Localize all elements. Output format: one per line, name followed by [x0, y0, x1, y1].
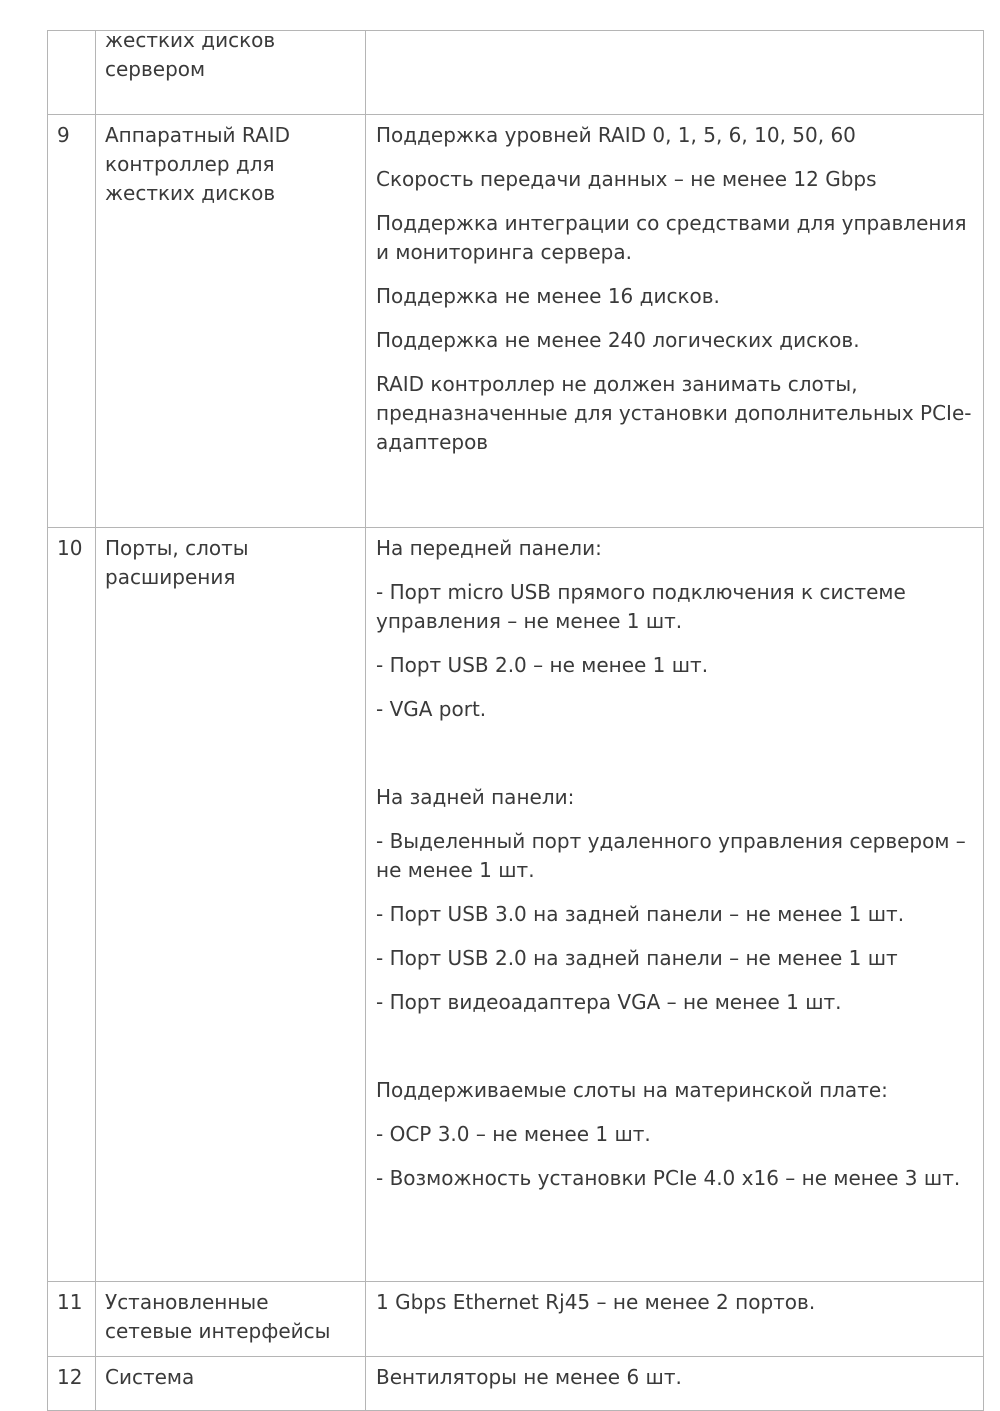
requirement-text: RAID контроллер не должен занимать слоты, предназначенные для установки дополнительных PCIe-адаптеров [376, 372, 972, 454]
parameter-name-cell [96, 1282, 366, 1357]
table-row [48, 528, 984, 1282]
requirement-text: - Возможность установки PCIe 4.0 x16 – не менее 3 шт. [376, 1166, 961, 1190]
requirement-text: - Порт micro USB прямого подключения к системе управления – не менее 1 шт. [376, 580, 906, 633]
parameter-name-cell [96, 115, 366, 528]
table-row [48, 1282, 984, 1357]
parameter-value-cell [366, 1357, 984, 1411]
rear-panel-heading: На задней панели: [376, 785, 575, 809]
requirement-text: Скорость передачи данных – не менее 12 Gbps [376, 167, 877, 191]
requirement-text: - Порт USB 2.0 – не менее 1 шт. [376, 653, 709, 677]
parameter-name: Порты, слоты расширения [105, 536, 249, 589]
spacer [376, 739, 977, 783]
requirement-text: Вентиляторы не менее 6 шт. [376, 1365, 682, 1389]
requirement-text: - OCP 3.0 – не менее 1 шт. [376, 1122, 651, 1146]
table-row [48, 115, 984, 528]
row-number [48, 31, 96, 115]
requirement-text: 1 Gbps Ethernet Rj45 – не менее 2 портов. [376, 1290, 816, 1314]
parameter-name: Аппаратный RAID контроллер для жестких дисков [105, 123, 290, 205]
parameter-name-cell [96, 28, 366, 115]
requirement-text: - Выделенный порт удаленного управления сервером – не менее 1 шт. [376, 829, 966, 882]
parameter-name: Установленные сетевые интерфейсы [105, 1290, 331, 1343]
requirement-text: - Порт USB 2.0 на задней панели – не менее 1 шт [376, 946, 898, 970]
row-number: 10 [48, 528, 96, 1282]
parameter-name: жестких дисков сервером [105, 28, 276, 81]
front-panel-heading: На передней панели: [376, 536, 602, 560]
requirement-text: - VGA port. [376, 697, 487, 721]
parameter-name-cell [96, 528, 366, 1282]
row-number: 9 [48, 115, 96, 528]
requirement-text: Поддержка не менее 16 дисков. [376, 284, 720, 308]
table-row [48, 1357, 984, 1411]
requirement-text: - Порт видеоадаптера VGA – не менее 1 шт. [376, 990, 842, 1014]
specification-table [47, 30, 984, 1411]
requirement-text: Поддержка интеграции со средствами для управления и мониторинга сервера. [376, 211, 967, 264]
row-number: 11 [48, 1282, 96, 1357]
spacer [376, 1032, 977, 1076]
parameter-name-cell [96, 1357, 366, 1411]
parameter-name: Система [105, 1365, 195, 1389]
parameter-value-cell [366, 528, 984, 1282]
parameter-value-cell [366, 31, 984, 115]
motherboard-slots-heading: Поддерживаемые слоты на материнской плате: [376, 1078, 888, 1102]
table-row [48, 31, 984, 115]
requirement-text: - Порт USB 3.0 на задней панели – не менее 1 шт. [376, 902, 905, 926]
requirement-text: Поддержка уровней RAID 0, 1, 5, 6, 10, 50, 60 [376, 123, 856, 147]
requirement-text: Поддержка не менее 240 логических дисков. [376, 328, 860, 352]
row-number: 12 [48, 1357, 96, 1411]
parameter-value-cell [366, 115, 984, 528]
parameter-value-cell [366, 1282, 984, 1357]
